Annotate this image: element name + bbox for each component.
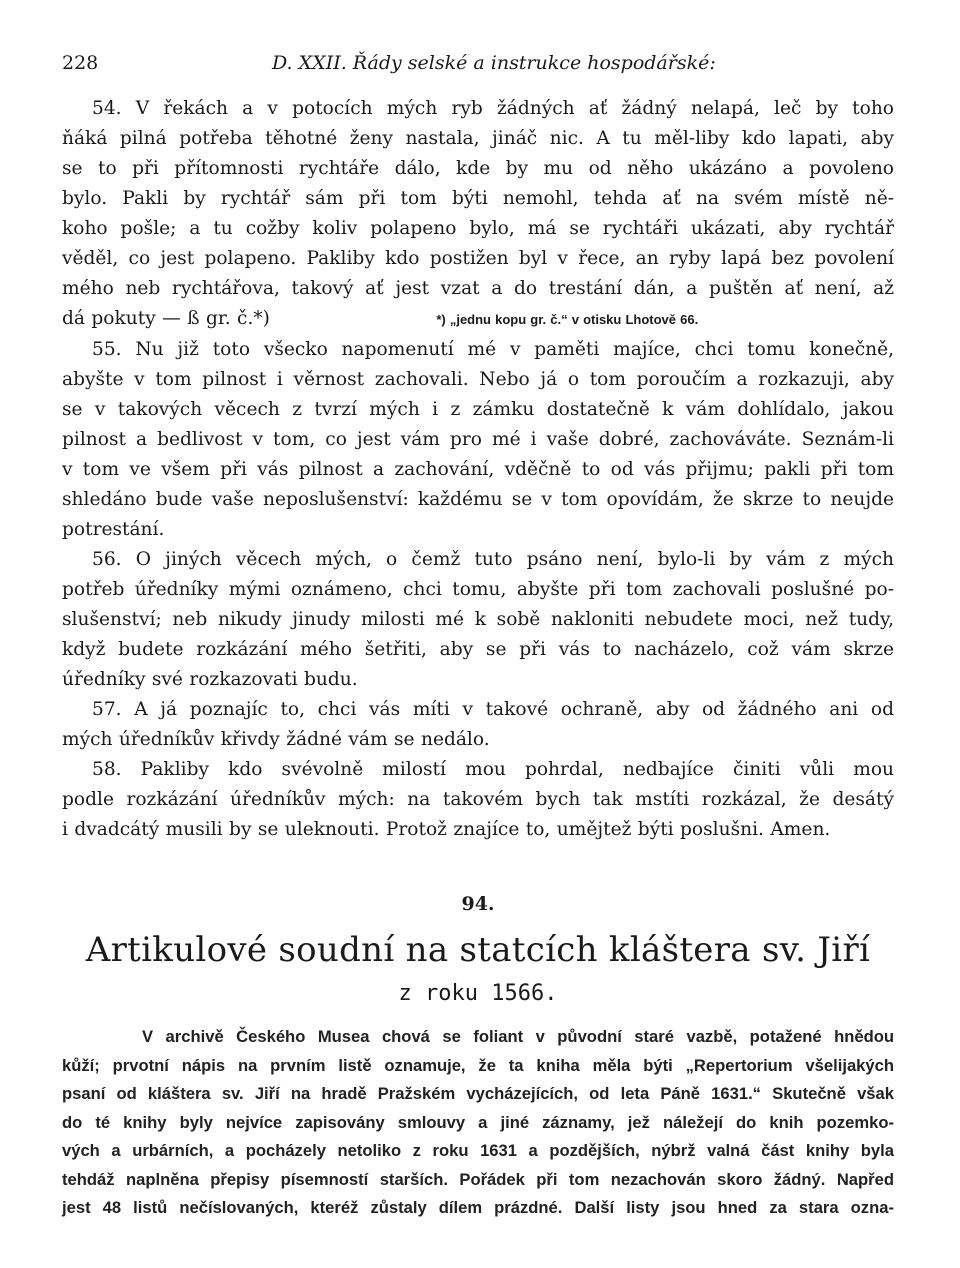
intro-paragraph bbox=[62, 1023, 894, 1223]
section-spacer bbox=[62, 845, 894, 889]
text-line: ňáká pilná potřeba těhotné ženy nastala, jináč nic. A tu měl-liby kdo lapati, aby bbox=[62, 128, 894, 149]
paragraph-56 bbox=[62, 545, 894, 695]
footnote: *) „jednu kopu gr. č.“ v otisku Lhotově 66. bbox=[436, 312, 699, 327]
text-line: abyšte v tom pilnost i věrnost zachovali. Nebo já o tom poroučím a rozkazuji, aby bbox=[62, 369, 894, 390]
section-title: Artikulové soudní na statcích kláštera sv. Jiří bbox=[85, 930, 871, 970]
text-line: dá pokuty — ß gr. č.*) bbox=[62, 308, 270, 329]
section-number: 94. bbox=[461, 893, 495, 915]
running-header bbox=[62, 52, 894, 88]
page bbox=[62, 52, 894, 1223]
text-line: vých a urbárních, a pocházely netoliko z roku 1631 a pozdějších, nýbrž valná část knihy byla bbox=[62, 1141, 894, 1160]
text-line-with-footnote bbox=[62, 304, 894, 335]
text-line: slušenství; neb nikudy jinudy milosti mé k sobě nakloniti nebudete moci, než tudy, bbox=[62, 609, 894, 630]
text-line: 55. Nu již toto všecko napomenutí mé v paměti majíce, chci tomu konečně, bbox=[92, 339, 894, 360]
text-line: věděl, co jest polapeno. Pakliby kdo postižen byl v řece, an ryby lapá bez povolení bbox=[62, 248, 894, 269]
paragraph-58 bbox=[62, 755, 894, 845]
text-line: jest 48 listů nečíslovaných, kteréž zůstaly dílem prázdné. Další listy jsou hned za stara ozna- bbox=[62, 1198, 894, 1217]
text-line: úředníky své rozkazovati budu. bbox=[62, 669, 358, 690]
text-line: když budete rozkázání mého šetřiti, aby se při vás to nacházelo, což vám skrze bbox=[62, 639, 894, 660]
paragraph-57 bbox=[62, 695, 894, 755]
text-line: podle rozkázání úředníkův mých: na takovém bych tak mstíti rozkázal, že desátý bbox=[62, 789, 894, 810]
text-line: psaní od kláštera sv. Jiří na hradě Pražském vycházejících, od leta Páně 1631.“ Skutečně však bbox=[62, 1084, 894, 1103]
text-line: potřeb úředníky mými oznámeno, chci tomu, abyšte při tom zachovali poslušné po- bbox=[62, 579, 894, 600]
text-line: shledáno bude vaše neposlušenství: každému se v tom opovídám, že skrze to neujde bbox=[62, 489, 894, 510]
text-line: bylo. Pakli by rychtář sám při tom býti nemohl, tehda ať na svém místě ně- bbox=[62, 188, 894, 209]
paragraph-54 bbox=[62, 94, 894, 335]
page-number: 228 bbox=[62, 52, 99, 74]
text-line: i dvadcátý musili by se uleknouti. Protož znajíce to, umějtež býti poslušni. Amen. bbox=[62, 819, 831, 840]
text-line: pilnost a bedlivost v tom, co jest vám pro mé i vaše dobré, zachováváte. Seznám-li bbox=[62, 429, 894, 450]
text-line: tehdáž naplněna přepisy písemností starších. Pořádek při tom nezachován skoro žádný. Napřed bbox=[62, 1169, 894, 1189]
text-line: se v takových věcech z tvrzí mých i z zámku dostatečně k vám dohlídalo, jakou bbox=[62, 399, 894, 420]
text-line: v tom ve všem při vás pilnost a zachování, vděčně to od vás přijmu; pakli při tom bbox=[62, 459, 894, 480]
text-line: koho pošle; a tu cožby koliv polapeno bylo, má se rychtáři ukázati, aby rychtář bbox=[62, 218, 894, 239]
text-line: 54. V řekách a v potocích mých ryb žádných ať žádný nelapá, leč by toho bbox=[92, 98, 894, 119]
text-line: do té knihy byly nejvíce zapisovány smlouvy a jiné záznamy, jež náležejí do knih pozemko- bbox=[62, 1112, 894, 1132]
text-line: 56. O jiných věcech mých, o čemž tuto psáno není, bylo-li by vám z mých bbox=[92, 549, 894, 570]
text-line: se to při přítomnosti rychtáře dálo, kde by mu od něho ukázáno a povoleno bbox=[62, 158, 894, 179]
text-line: potrestání. bbox=[62, 519, 165, 540]
running-title: D. XXII. Řády selské a instrukce hospodářské: bbox=[272, 52, 716, 74]
text-line: mého neb rychtářova, takový ať jest vzat a do trestání dán, a puštěn ať není, až bbox=[62, 278, 894, 299]
section-subtitle: z roku 1566. bbox=[398, 981, 558, 1006]
paragraph-55 bbox=[62, 335, 894, 545]
text-line: 57. A já poznajíc to, chci vás míti v takové ochraně, aby od žádného ani od bbox=[92, 699, 894, 720]
text-line: V archivě Českého Musea chová se foliant v původní staré vazbě, potažené hnědou bbox=[142, 1027, 894, 1046]
text-line: 58. Pakliby kdo svévolně milostí mou pohrdal, nedbajíce činiti vůli mou bbox=[92, 759, 894, 780]
text-line: kůží; prvotní nápis na prvním listě oznamuje, že ta kniha měla býti „Repertorium všelijakých bbox=[62, 1055, 894, 1075]
text-line: mých úředníkův křivdy žádné vám se nedálo. bbox=[62, 729, 490, 750]
